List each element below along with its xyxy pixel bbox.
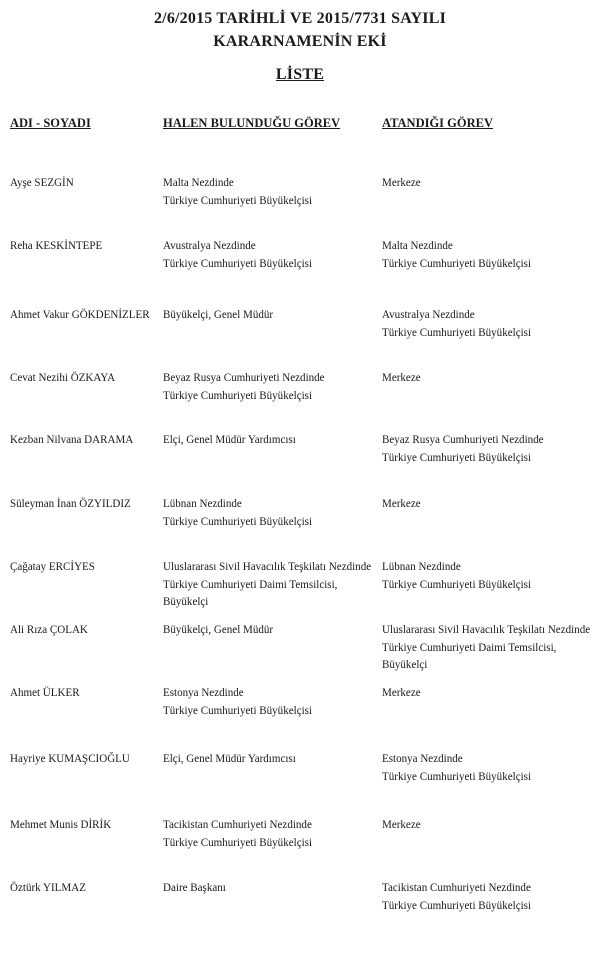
current-post-line: Türkiye Cumhuriyeti Büyükelçisi [163, 513, 313, 528]
assigned-post-line: Malta Nezdinde [382, 238, 453, 252]
person-name [10, 684, 80, 702]
person-name [10, 621, 88, 639]
list-heading: LİSTE [275, 66, 325, 83]
person-name-text: Süleyman İnan ÖZYILDIZ [10, 496, 131, 510]
current-post [163, 684, 312, 719]
current-post [163, 237, 312, 272]
current-post [163, 306, 273, 324]
assigned-post [382, 879, 531, 914]
current-post [163, 750, 296, 768]
assigned-post-line: Türkiye Cumhuriyeti Büyükelçisi [382, 449, 532, 464]
column-header-current-post: HALEN BULUNDUĞU GÖREV [163, 116, 341, 130]
assigned-post-line: Avustralya Nezdinde [382, 307, 475, 321]
person-name-text: Hayriye KUMAŞCIOĞLU [10, 751, 130, 765]
assigned-post-line: Uluslararası Sivil Havacılık Teşkilatı Nezdinde [382, 622, 591, 636]
assigned-post [382, 369, 421, 387]
assigned-post [382, 558, 531, 593]
current-post [163, 816, 312, 851]
current-post-line: Estonya Nezdinde [163, 685, 244, 699]
assigned-post-line: Türkiye Cumhuriyeti Büyükelçisi [382, 576, 532, 591]
assigned-post-line: Merkeze [382, 685, 421, 699]
person-name-text: Ahmet Vakur GÖKDENİZLER [10, 307, 150, 321]
assigned-post-line: Türkiye Cumhuriyeti Büyükelçisi [382, 768, 532, 783]
assigned-post [382, 174, 421, 192]
assigned-post [382, 237, 531, 272]
current-post [163, 879, 226, 897]
person-name-text: Ayşe SEZGİN [10, 175, 74, 189]
current-post-line: Elçi, Genel Müdür Yardımcısı [163, 432, 296, 446]
assigned-post [382, 306, 531, 341]
current-post [163, 431, 296, 449]
current-post [163, 174, 312, 209]
current-post-line: Türkiye Cumhuriyeti Büyükelçisi [163, 834, 313, 849]
column-header-assigned-post: ATANDIĞI GÖREV [382, 116, 494, 130]
current-post-line: Uluslararası Sivil Havacılık Teşkilatı Nezdinde [163, 559, 372, 573]
current-post [163, 369, 325, 404]
person-name-text: Cevat Nezihi ÖZKAYA [10, 370, 116, 384]
current-post [163, 495, 312, 530]
current-post-line: Tacikistan Cumhuriyeti Nezdinde [163, 817, 312, 831]
current-post-line: Büyükelçi [163, 594, 209, 608]
assigned-post [382, 495, 421, 513]
column-header-name: ADI - SOYADI [10, 116, 91, 130]
assigned-post-line: Merkeze [382, 175, 421, 189]
current-post-line: Elçi, Genel Müdür Yardımcısı [163, 751, 296, 765]
person-name-text: Ali Rıza ÇOLAK [10, 622, 88, 636]
person-name [10, 558, 95, 576]
person-name [10, 306, 150, 324]
current-post-line: Avustralya Nezdinde [163, 238, 256, 252]
document-subtitle: KARARNAMENİN EKİ [213, 33, 387, 50]
person-name [10, 431, 133, 449]
assigned-post [382, 684, 421, 702]
person-name-text: Mehmet Munis DİRİK [10, 817, 112, 831]
assigned-post-line: Merkeze [382, 817, 421, 831]
current-post-line: Lübnan Nezdinde [163, 496, 242, 510]
person-name [10, 495, 131, 513]
person-name [10, 816, 111, 834]
current-post-line: Malta Nezdinde [163, 175, 234, 189]
assigned-post [382, 621, 590, 674]
current-post [163, 621, 273, 639]
current-post-line: Türkiye Cumhuriyeti Büyükelçisi [163, 387, 313, 402]
person-name [10, 237, 102, 255]
person-name [10, 750, 130, 768]
person-name-text: Ahmet ÜLKER [10, 685, 80, 699]
current-post [163, 558, 371, 611]
person-name [10, 174, 74, 192]
current-post-line: Büyükelçi, Genel Müdür [163, 307, 274, 321]
assigned-post-line: Türkiye Cumhuriyeti Büyükelçisi [382, 324, 532, 339]
person-name-text: Reha KESKİNTEPE [10, 238, 103, 252]
current-post-line: Türkiye Cumhuriyeti Büyükelçisi [163, 255, 313, 270]
current-post-line: Daire Başkanı [163, 880, 226, 894]
assigned-post-line: Türkiye Cumhuriyeti Daimi Temsilcisi, [382, 639, 557, 654]
current-post-line: Türkiye Cumhuriyeti Büyükelçisi [163, 192, 313, 207]
current-post-line: Beyaz Rusya Cumhuriyeti Nezdinde [163, 370, 325, 384]
assigned-post [382, 750, 531, 785]
current-post-line: Türkiye Cumhuriyeti Daimi Temsilcisi, [163, 576, 338, 591]
assigned-post-line: Beyaz Rusya Cumhuriyeti Nezdinde [382, 432, 544, 446]
assigned-post-line: Büyükelçi [382, 657, 428, 671]
person-name-text: Öztürk YILMAZ [10, 880, 86, 894]
assigned-post-line: Merkeze [382, 496, 421, 510]
assigned-post-line: Lübnan Nezdinde [382, 559, 461, 573]
assigned-post-line: Estonya Nezdinde [382, 751, 463, 765]
assigned-post-line: Merkeze [382, 370, 421, 384]
person-name-text: Kezban Nilvana DARAMA [10, 432, 134, 446]
assigned-post [382, 816, 421, 834]
person-name-text: Çağatay ERCİYES [10, 559, 95, 573]
assigned-post [382, 431, 544, 466]
person-name [10, 369, 115, 387]
document-title: 2/6/2015 TARİHLİ VE 2015/7731 SAYILI [153, 10, 446, 27]
assigned-post-line: Türkiye Cumhuriyeti Büyükelçisi [382, 897, 532, 912]
current-post-line: Türkiye Cumhuriyeti Büyükelçisi [163, 702, 313, 717]
current-post-line: Büyükelçi, Genel Müdür [163, 622, 274, 636]
assigned-post-line: Türkiye Cumhuriyeti Büyükelçisi [382, 255, 532, 270]
person-name [10, 879, 86, 897]
assigned-post-line: Tacikistan Cumhuriyeti Nezdinde [382, 880, 531, 894]
